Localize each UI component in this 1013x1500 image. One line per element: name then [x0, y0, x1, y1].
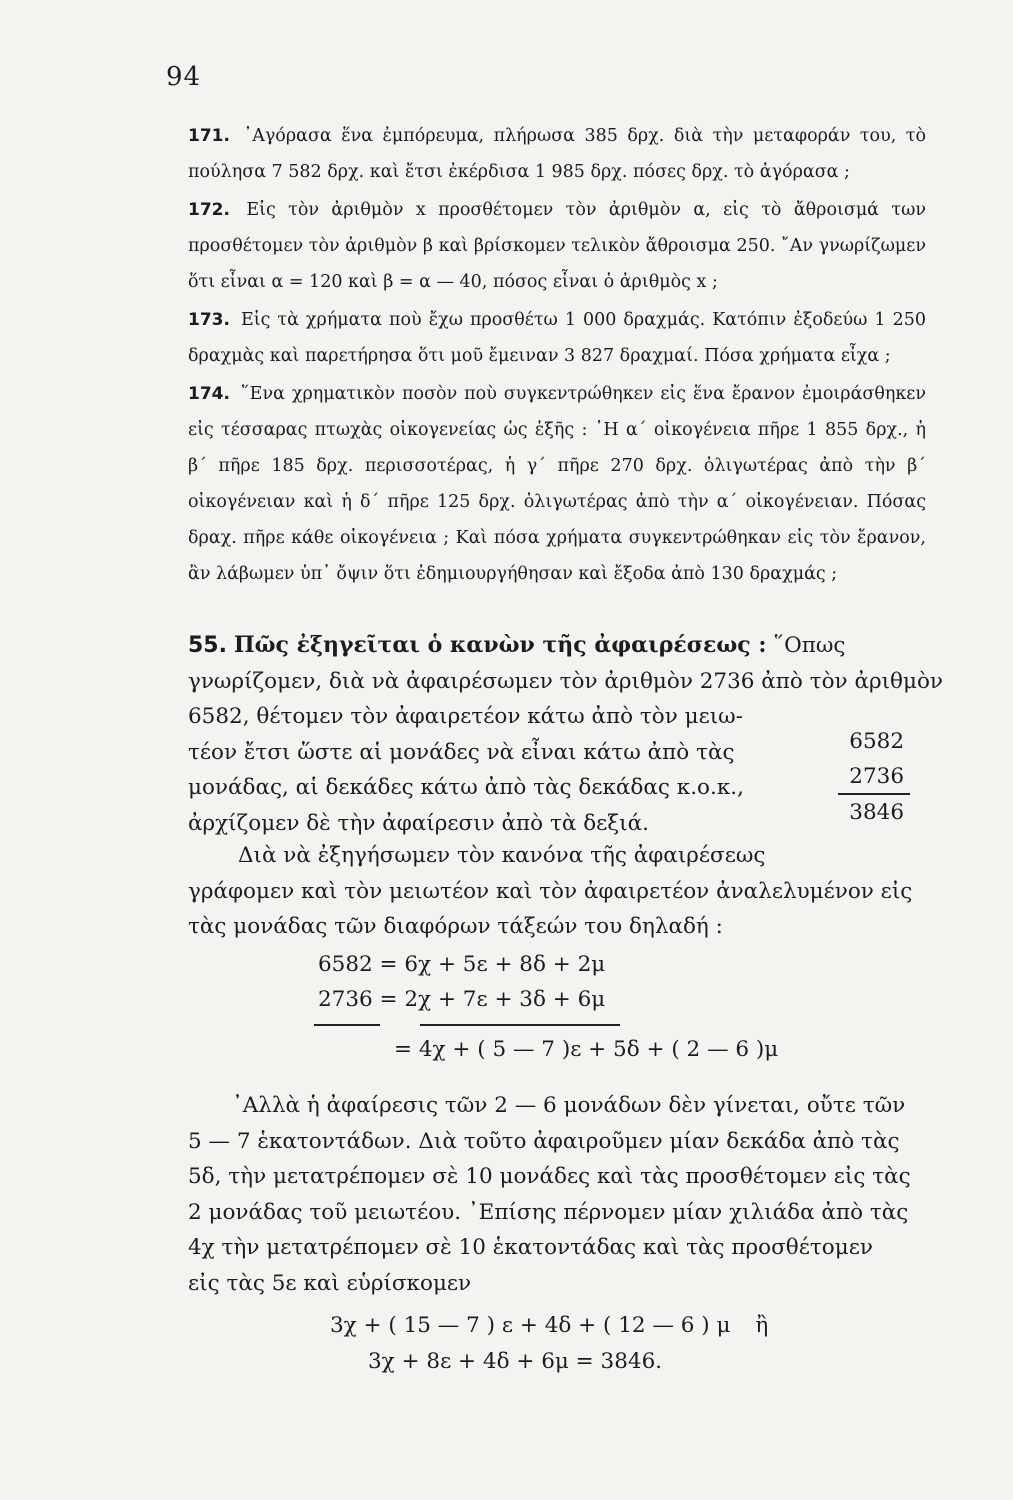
exercise-text: Εἰς τὸν ἀριθμὸν x προσθέτομεν τὸν ἀριθμὸν α, εἰς τὸ ἄθροισμά των προσθέτομεν τὸν ἀριθμὸν β καὶ βρίσκομεν τελικὸν ἄθροισμα 250. ῎Αν γνωρίζωμεν ὅτι εἶναι α = 120 καὶ β = α — 40, πόσος εἶναι ὁ ἀριθμὸς x ;: [188, 200, 926, 292]
section-number: 55.: [188, 633, 227, 658]
exercise-list: [188, 118, 926, 592]
exercise-text: ῞Ενα χρηματικὸν ποσὸν ποὺ συγκεντρώθηκεν εἰς ἕνα ἔρανον ἐμοιράσθηκεν εἰς τέσσαρας πτωχὰς οἰκογενείας ὡς ἑξῆς : ῾Η α΄ οἰκογένεια πῆρε 1 855 δρχ., ἡ β΄ πῆρε 185 δρχ. περισσοτέρας, ἡ γ΄ πῆρε 270 δρχ. ὀλιγωτέρας ἀπὸ τὴν β΄ οἰκογένειαν καὶ ἡ δ΄ πῆρε 125 δρχ. ὀλιγωτέρας ἀπὸ τὴν α΄ οἰκογένειαν. Πόσας δραχ. πῆρε κάθε οἰκογένεια ; Καὶ πόσα χρήματα συγκεντρώθηκαν εἰς τὸν ἔρανον, ἂν λάβωμεν ὑπ᾿ ὄψιν ὅτι ἐδημιουργήθησαν καὶ ἔξοδα ἀπὸ 130 δραχμάς ;: [188, 384, 926, 584]
section-line-4: μονάδας, αἱ δεκάδες κάτω ἀπὸ τὰς δεκάδας κ.ο.κ.,: [188, 775, 744, 800]
section-line-5: ἀρχίζομεν δὲ τὴν ἀφαίρεσιν ἀπὸ τὰ δεξιά.: [188, 810, 649, 836]
equation-rule-left: [314, 1024, 380, 1026]
equation-1: 6582 = 6χ + 5ε + 8δ + 2μ: [318, 952, 606, 977]
exercise-number: 171.: [188, 126, 230, 146]
section-line-1: γνωρίζομεν, διὰ νὰ ἀφαιρέσωμεν τὸν ἀριθμὸν 2736 ἀπὸ τὸν ἀριθμὸν: [188, 668, 943, 694]
final-or: ἢ: [755, 1313, 769, 1338]
exercise-text: ᾿Αγόρασα ἕνα ἐμπόρευμα, πλήρωσα 385 δρχ. διὰ τὴν μεταφοράν του, τὸ πούλησα 7 582 δρχ. καὶ ἔτσι ἐκέρδισα 1 985 δρχ. πόσες δρχ. τὸ ἀγόρασα ;: [188, 126, 926, 182]
explanation-body: [188, 1088, 926, 1301]
para2-line-0: Διὰ νὰ ἐξηγήσωμεν τὸν κανόνα τῆς ἀφαιρέσεως: [238, 843, 766, 868]
exercise-172: [188, 192, 926, 300]
exercise-text: Εἰς τὰ χρήματα ποὺ ἔχω προσθέτω 1 000 δραχμάς. Κατόπιν ἐξοδεύω 1 250 δραχμὰς καὶ παρετήρησα ὅτι μοῦ ἔμειναν 3 827 δραχμαί. Πόσα χρήματα εἶχα ;: [188, 310, 926, 366]
para3-line-3: 2 μονάδας τοῦ μειωτέου. ᾿Επίσης πέρνομεν μίαν χιλιάδα ἀπὸ τὰς: [188, 1199, 909, 1225]
final-expression: 3χ + ( 15 — 7 ) ε + 4δ + ( 12 — 6 ) μ: [330, 1313, 731, 1338]
equation-rule-right: [420, 1024, 620, 1026]
para3-line-1: 5 — 7 ἑκατοντάδων. Διὰ τοῦτο ἀφαιροῦμεν μίαν δεκάδα ἀπὸ τὰς: [188, 1128, 900, 1154]
explanation-intro: [188, 838, 926, 945]
subtraction-subtrahend: 2736: [849, 764, 904, 789]
exercise-number: 174.: [188, 384, 230, 404]
para2-line-2: τὰς μονάδας τῶν διαφόρων τάξεών του δηλαδή :: [188, 914, 723, 939]
exercise-number: 172.: [188, 200, 230, 220]
para2-line-1: γράφομεν καὶ τὸν μειωτέον καὶ τὸν ἀφαιρετέον ἀναλελυμένον εἰς: [188, 878, 913, 904]
subtraction-rule: [838, 793, 910, 795]
para3-line-0: ᾿Αλλὰ ἡ ἀφαίρεσις τῶν 2 — 6 μονάδων δὲν γίνεται, οὔτε τῶν: [232, 1093, 906, 1118]
subtraction-result: 3846: [849, 800, 904, 825]
page-number: 94: [166, 62, 202, 92]
section-line-0: ῞Οπως: [773, 633, 846, 658]
section-line-2: 6582, θέτομεν τὸν ἀφαιρετέον κάτω ἀπὸ τὸν μειω-: [188, 704, 743, 729]
section-title: Πῶς ἐξηγεῖται ὁ κανὼν τῆς ἀφαιρέσεως :: [233, 632, 767, 658]
exercise-173: [188, 302, 926, 374]
exercise-number: 173.: [188, 310, 230, 330]
subtraction-minuend: 6582: [849, 729, 904, 754]
exercise-174: [188, 376, 926, 592]
section-55: [188, 628, 943, 841]
final-equation-1: [330, 1313, 768, 1338]
section-heading-line: [188, 628, 926, 664]
para3-line-2: 5δ, τὴν μετατρέπομεν σὲ 10 μονάδες καὶ τὰς προσθέτομεν εἰς τὰς: [188, 1164, 911, 1189]
para3-line-4: 4χ τὴν μετατρέπομεν σὲ 10 ἑκατοντάδας καὶ τὰς προσθέτομεν: [188, 1235, 873, 1260]
equation-2: 2736 = 2χ + 7ε + 3δ + 6μ: [318, 987, 606, 1012]
equation-3: = 4χ + ( 5 — 7 )ε + 5δ + ( 2 — 6 )μ: [394, 1037, 779, 1062]
para3-line-5: εἰς τὰς 5ε καὶ εὑρίσκομεν: [188, 1270, 472, 1296]
final-equation-2: 3χ + 8ε + 4δ + 6μ = 3846.: [368, 1349, 663, 1374]
exercise-171: [188, 118, 926, 190]
section-line-3: τέον ἔτσι ὥστε αἱ μονάδες νὰ εἶναι κάτω ἀπὸ τὰς: [188, 739, 735, 765]
